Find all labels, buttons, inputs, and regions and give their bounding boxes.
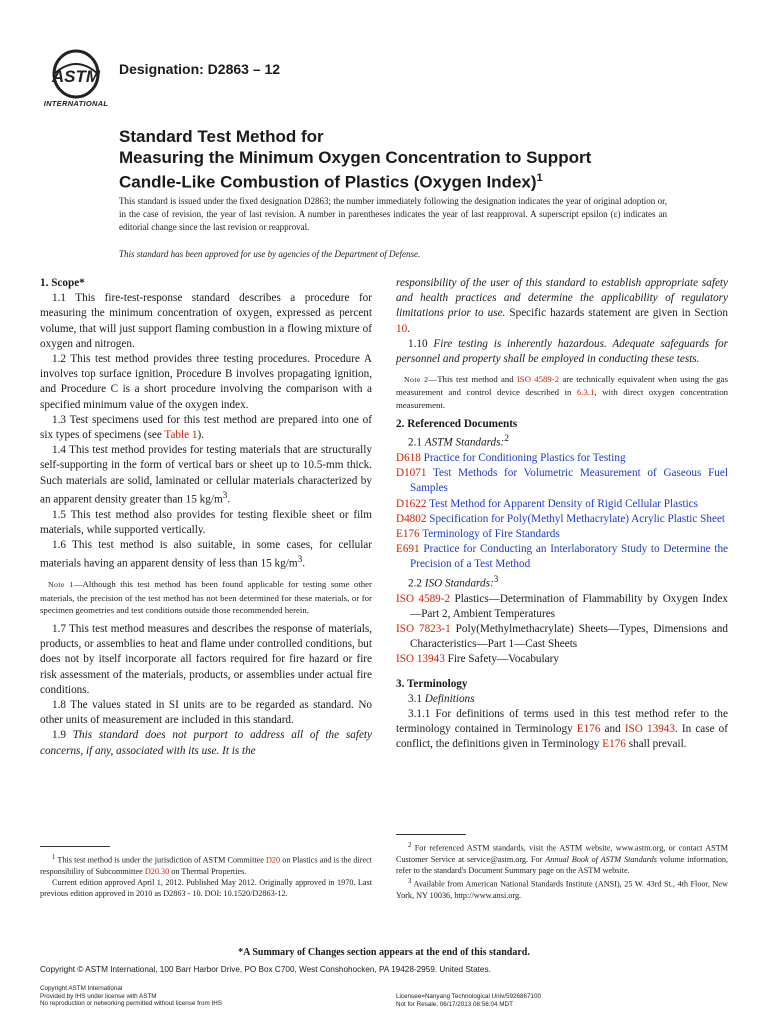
astm-logo-mark bbox=[40, 48, 112, 108]
iso-4589-2-link[interactable]: ISO 4589-2 bbox=[516, 374, 560, 385]
reference-item[interactable]: E691 Practice for Conducting an Interlaboratory Study to Determine the Precision of a Test Method bbox=[396, 543, 728, 571]
iso-standards-label: 2.2 ISO Standards:$^3$ bbox=[408, 574, 499, 590]
iso-13943-link[interactable]: ISO 13943 bbox=[624, 723, 675, 736]
section-heading-terminology: 3. Terminology bbox=[396, 677, 468, 690]
title-line-1: Standard Test Method for bbox=[119, 127, 324, 146]
note-1: Note 1—Although this test method has been found applicable for testing some other materials, the precision of the test method has not been determined for these materials, or for specimen geometries and test conditions outside those recommended herein. bbox=[40, 579, 372, 615]
reference-item[interactable]: ISO 4589-2 Plastics—Determination of Flammability by Oxygen Index—Part 2, Ambient Temperatures bbox=[396, 592, 728, 620]
astm-reference-list bbox=[396, 451, 728, 573]
reference-item[interactable]: D1071 Test Methods for Volumetric Measurement of Gaseous Fuel Samples bbox=[396, 467, 728, 495]
para-3-1-1: 3.1.1 For definitions of terms used in this test method refer to the terminology contained in Terminology E176 and ISO 13943. In case of conflict, the definitions given in Terminology E176 shall prevail. bbox=[396, 707, 729, 751]
para-1-1: 1.1 This fire-test-response standard describes a procedure for measuring the minimum concentration of oxygen, expressed as percent volume, that will just support flaming combustion in a flowing mixture of oxygen and nitrogen. bbox=[40, 292, 372, 350]
section-6-3-1-link[interactable]: 6.3.1 bbox=[576, 387, 595, 398]
footer-right: Licensee=Nanyang Technological Univ/5926867100 Not for Resale, 06/17/2013 08:56:04 MDT bbox=[396, 993, 541, 1008]
table-1-link[interactable]: Table 1 bbox=[164, 429, 198, 442]
designation: Designation: D2863 – 12 bbox=[119, 61, 281, 77]
para-1-2: 1.2 This test method provides three testing procedures. Procedure A involves top surface ignition, Procedure B involves propagating ignition, and Procedure C is a short procedure involving the comparison with a specified minimum value of the oxygen index. bbox=[40, 353, 372, 411]
d20-link[interactable]: D20 bbox=[266, 855, 281, 865]
right-column bbox=[396, 276, 728, 753]
reference-item[interactable]: E176 Terminology of Fire Standards bbox=[396, 527, 560, 540]
para-1-9: 1.9 This standard does not purport to address all of the safety concerns, if any, associated with its use. It is the bbox=[40, 729, 373, 757]
section-10-link[interactable]: 10 bbox=[396, 322, 408, 335]
dod-approval: This standard has been approved for use by agencies of the Department of Defense. bbox=[119, 249, 421, 259]
para-1-3: 1.3 Test specimens used for this test method are prepared into one of six types of specimens (see Table 1). bbox=[40, 413, 372, 442]
reference-item[interactable]: D1622 Test Method for Apparent Density of Rigid Cellular Plastics bbox=[396, 497, 698, 510]
section-heading-scope: 1. Scope* bbox=[40, 277, 85, 289]
para-1-10: 1.10 Fire testing is inherently hazardous. Adequate safeguards for personnel and property shall be employed in conducting these tests. bbox=[396, 337, 729, 366]
copyright-line: Copyright © ASTM International, 100 Barr Harbor Drive, PO Box C700, West Conshohocken, PA 19428-2959. United States. bbox=[40, 965, 491, 974]
footnote-2: $^2$ For referenced ASTM standards, visit the ASTM website, www.astm.org, or contact ASTM Customer Service at service@astm.org. For Annual Book of ASTM Standards volume information, refer to the standard's Document Summary page on the ASTM website. bbox=[396, 842, 729, 876]
reference-item[interactable]: ISO 13943 Fire Safety—Vocabulary bbox=[396, 653, 559, 666]
reference-item[interactable]: D4802 Specification for Poly(Methyl Methacrylate) Acrylic Plastic Sheet bbox=[396, 512, 726, 525]
title-line-2: Measuring the Minimum Oxygen Concentration to Support bbox=[119, 148, 592, 167]
footnote-1: $^1$ This test method is under the jurisdiction of ASTM Committee D20 on Plastics and is the direct responsibility of Subcommittee D20.30 on Thermal Properties. Current edition approved April 1, 2012. Published May 2012. Originally approved in 1970. Last previous edition approved in 2010 as D2863 - 10. DOI: 10.1520/D2863-12. bbox=[40, 854, 372, 899]
iso-reference-list bbox=[396, 592, 728, 668]
para-1-7: 1.7 This test method measures and describes the response of materials, products, or assemblies to heat and flame under controlled conditions, but does not by itself incorporate all factors required for fire hazard or fire risk assessment of the materials, products, or assemblies under actual fire conditions. bbox=[40, 622, 372, 696]
footnotes-right bbox=[396, 840, 728, 901]
e176-link[interactable]: E176 bbox=[602, 738, 626, 751]
summary-of-changes-notice: *A Summary of Changes section appears at the end of this standard. bbox=[238, 947, 530, 958]
section-heading-referenced-documents: 2. Referenced Documents bbox=[396, 417, 518, 430]
footnote-rule-right bbox=[396, 834, 466, 835]
logo-text: INTERNATIONAL bbox=[43, 99, 109, 108]
astm-standards-label: 2.1 ASTM Standards:$^2$ bbox=[408, 434, 509, 449]
title-line-3: Candle-Like Combustion of Plastics (Oxygen Index)$^1$ bbox=[119, 172, 543, 192]
reference-item[interactable]: D618 Practice for Conditioning Plastics for Testing bbox=[396, 451, 626, 464]
para-1-5: 1.5 This test method also provides for testing flexible sheet or film materials, while supported vertically. bbox=[40, 508, 372, 536]
svg-text:ASTM: ASTM bbox=[51, 67, 101, 86]
para-1-9-cont: responsibility of the user of this standard to establish appropriate safety and health practices and determine the applicability of regulatory limitations prior to use. Specific hazards statement are given in Section 10. bbox=[396, 277, 728, 335]
footnote-3: $^3$ Available from American National Standards Institute (ANSI), 25 W. 43rd St., 4th Floor, New York, NY 10036, http://www.ansi.org. bbox=[396, 878, 728, 901]
note-2: Note 2—This test method and ISO 4589-2 are technically equivalent when using the gas measurement and control device described in 6.3.1, with direct oxygen concentration measurement. bbox=[396, 374, 728, 410]
issuance-statement: This standard is issued under the fixed designation D2863; the number immediately following the designation indicates the year of original adoption or, in the case of revision, the year of last revision. A number in parentheses indicates the year of last reapproval. A superscript epsilon (ε) indicates an editorial change since the last revision or reapproval. bbox=[119, 196, 667, 232]
para-3-1: 3.1 Definitions bbox=[408, 692, 475, 705]
d20-30-link[interactable]: D20.30 bbox=[144, 866, 170, 876]
para-1-4: 1.4 This test method provides for testing materials that are structurally self-supporting in the form of vertical bars or sheet up to 10.5-mm thick. Such materials are solid, laminated or cellular materials characterized by an apparent density greater than 15 $kg/m^3$. bbox=[40, 444, 372, 506]
left-column bbox=[40, 276, 372, 759]
document-title bbox=[119, 126, 679, 193]
footnote-rule-left bbox=[40, 846, 110, 847]
astm-logo bbox=[40, 48, 112, 108]
reference-item[interactable]: ISO 7823-1 Poly(Methylmethacrylate) Sheets—Types, Dimensions and Characteristics—Part 1—Cast Sheets bbox=[396, 622, 728, 651]
e176-link[interactable]: E176 bbox=[576, 723, 601, 736]
para-1-6: 1.6 This test method is also suitable, in some cases, for cellular materials having an apparent density of less than 15 $kg/m^3$. bbox=[40, 539, 372, 571]
para-1-8: 1.8 The values stated in SI units are to be regarded as standard. No other units of measurement are included in this standard. bbox=[40, 698, 372, 727]
footer-left: Copyright ASTM International Provided by IHS under license with ASTM No reproduction or networking permitted without license from IHS bbox=[40, 985, 222, 1008]
